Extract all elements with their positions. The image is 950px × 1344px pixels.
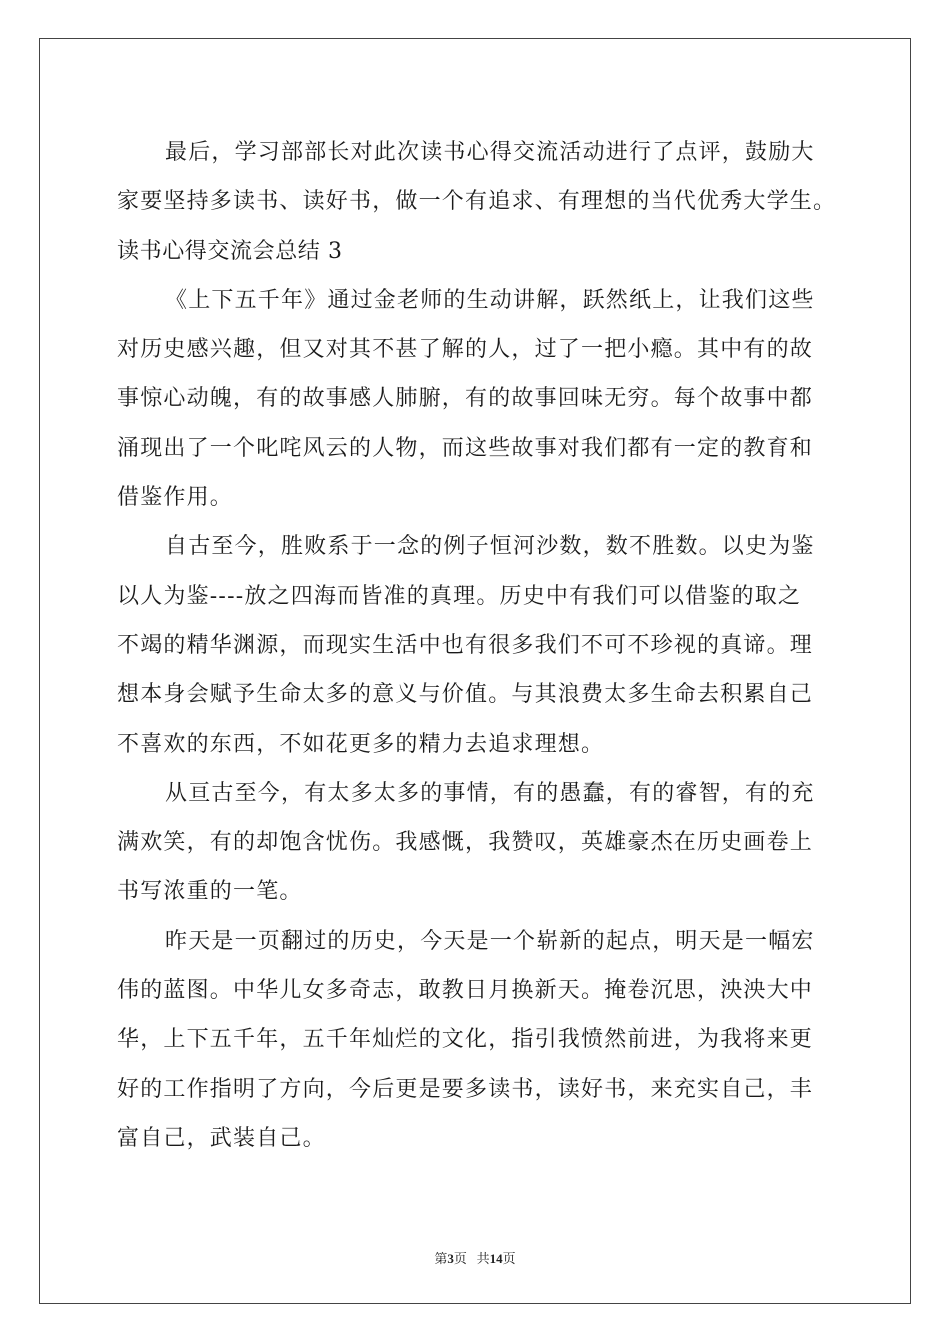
text-line: 《上下五千年》通过金老师的生动讲解，跃然纸上，让我们这些 [165,287,815,313]
text-line: 华，上下五千年，五千年灿烂的文化，指引我愤然前进，为我将来更 [117,1027,814,1053]
text-line: 事惊心动魄，有的故事感人肺腑，有的故事回味无穷。每个故事中都 [117,386,814,412]
footer-total-suffix: 页 [502,1251,516,1266]
text-line: 不竭的精华渊源，而现实生活中也有很多我们不可不珍视的真谛。理 [117,632,814,658]
text-line: 想本身会赋予生命太多的意义与价值。与其浪费太多生命去积累自己 [117,682,814,708]
text-line: 满欢笑，有的却饱含忧伤。我感慨，我赞叹，英雄豪杰在历史画卷上 [117,830,814,856]
text-line: 家要坚持多读书、读好书，做一个有追求、有理想的当代优秀大学生。 [117,189,837,215]
text-line: 以人为鉴----放之四海而皆准的真理。历史中有我们可以借鉴的取之 [117,583,802,609]
text-line: 好的工作指明了方向，今后更是要多读书，读好书，来充实自己，丰 [117,1076,814,1102]
text-line: 从亘古至今，有太多太多的事情，有的愚蠢，有的睿智，有的充 [165,780,815,806]
document-body [117,128,837,1163]
total-pages-number: 14 [489,1251,503,1266]
text-line: 不喜欢的东西，不如花更多的精力去追求理想。 [117,731,605,757]
text-line: 伟的蓝图。中华儿女多奇志，敢教日月换新天。掩卷沉思，泱泱大中 [117,978,814,1004]
text-line: 最后，学习部部长对此次读书心得交流活动进行了点评，鼓励大 [165,140,815,165]
footer-prefix: 第 [434,1251,448,1266]
text-line: 昨天是一页翻过的历史，今天是一个崭新的起点，明天是一幅宏 [165,928,815,954]
text-line: 对历史感兴趣，但又对其不甚了解的人，过了一把小瘾。其中有的故 [117,337,814,363]
footer-page-word: 页 [453,1251,467,1266]
text-line: 书写浓重的一笔。 [117,879,303,905]
current-page-number: 3 [447,1251,454,1266]
text-line: 借鉴作用。 [117,485,234,511]
text-line: 自古至今，胜败系于一念的例子恒河沙数，数不胜数。以史为鉴 [165,534,815,560]
text-line: 涌现出了一个叱咤风云的人物，而这些故事对我们都有一定的教育和 [117,435,814,461]
section-heading: 读书心得交流会总结 3 [117,238,343,264]
footer-total-prefix: 共 [476,1251,490,1266]
page-footer [0,1248,950,1267]
text-line: 富自己，武装自己。 [117,1125,326,1151]
